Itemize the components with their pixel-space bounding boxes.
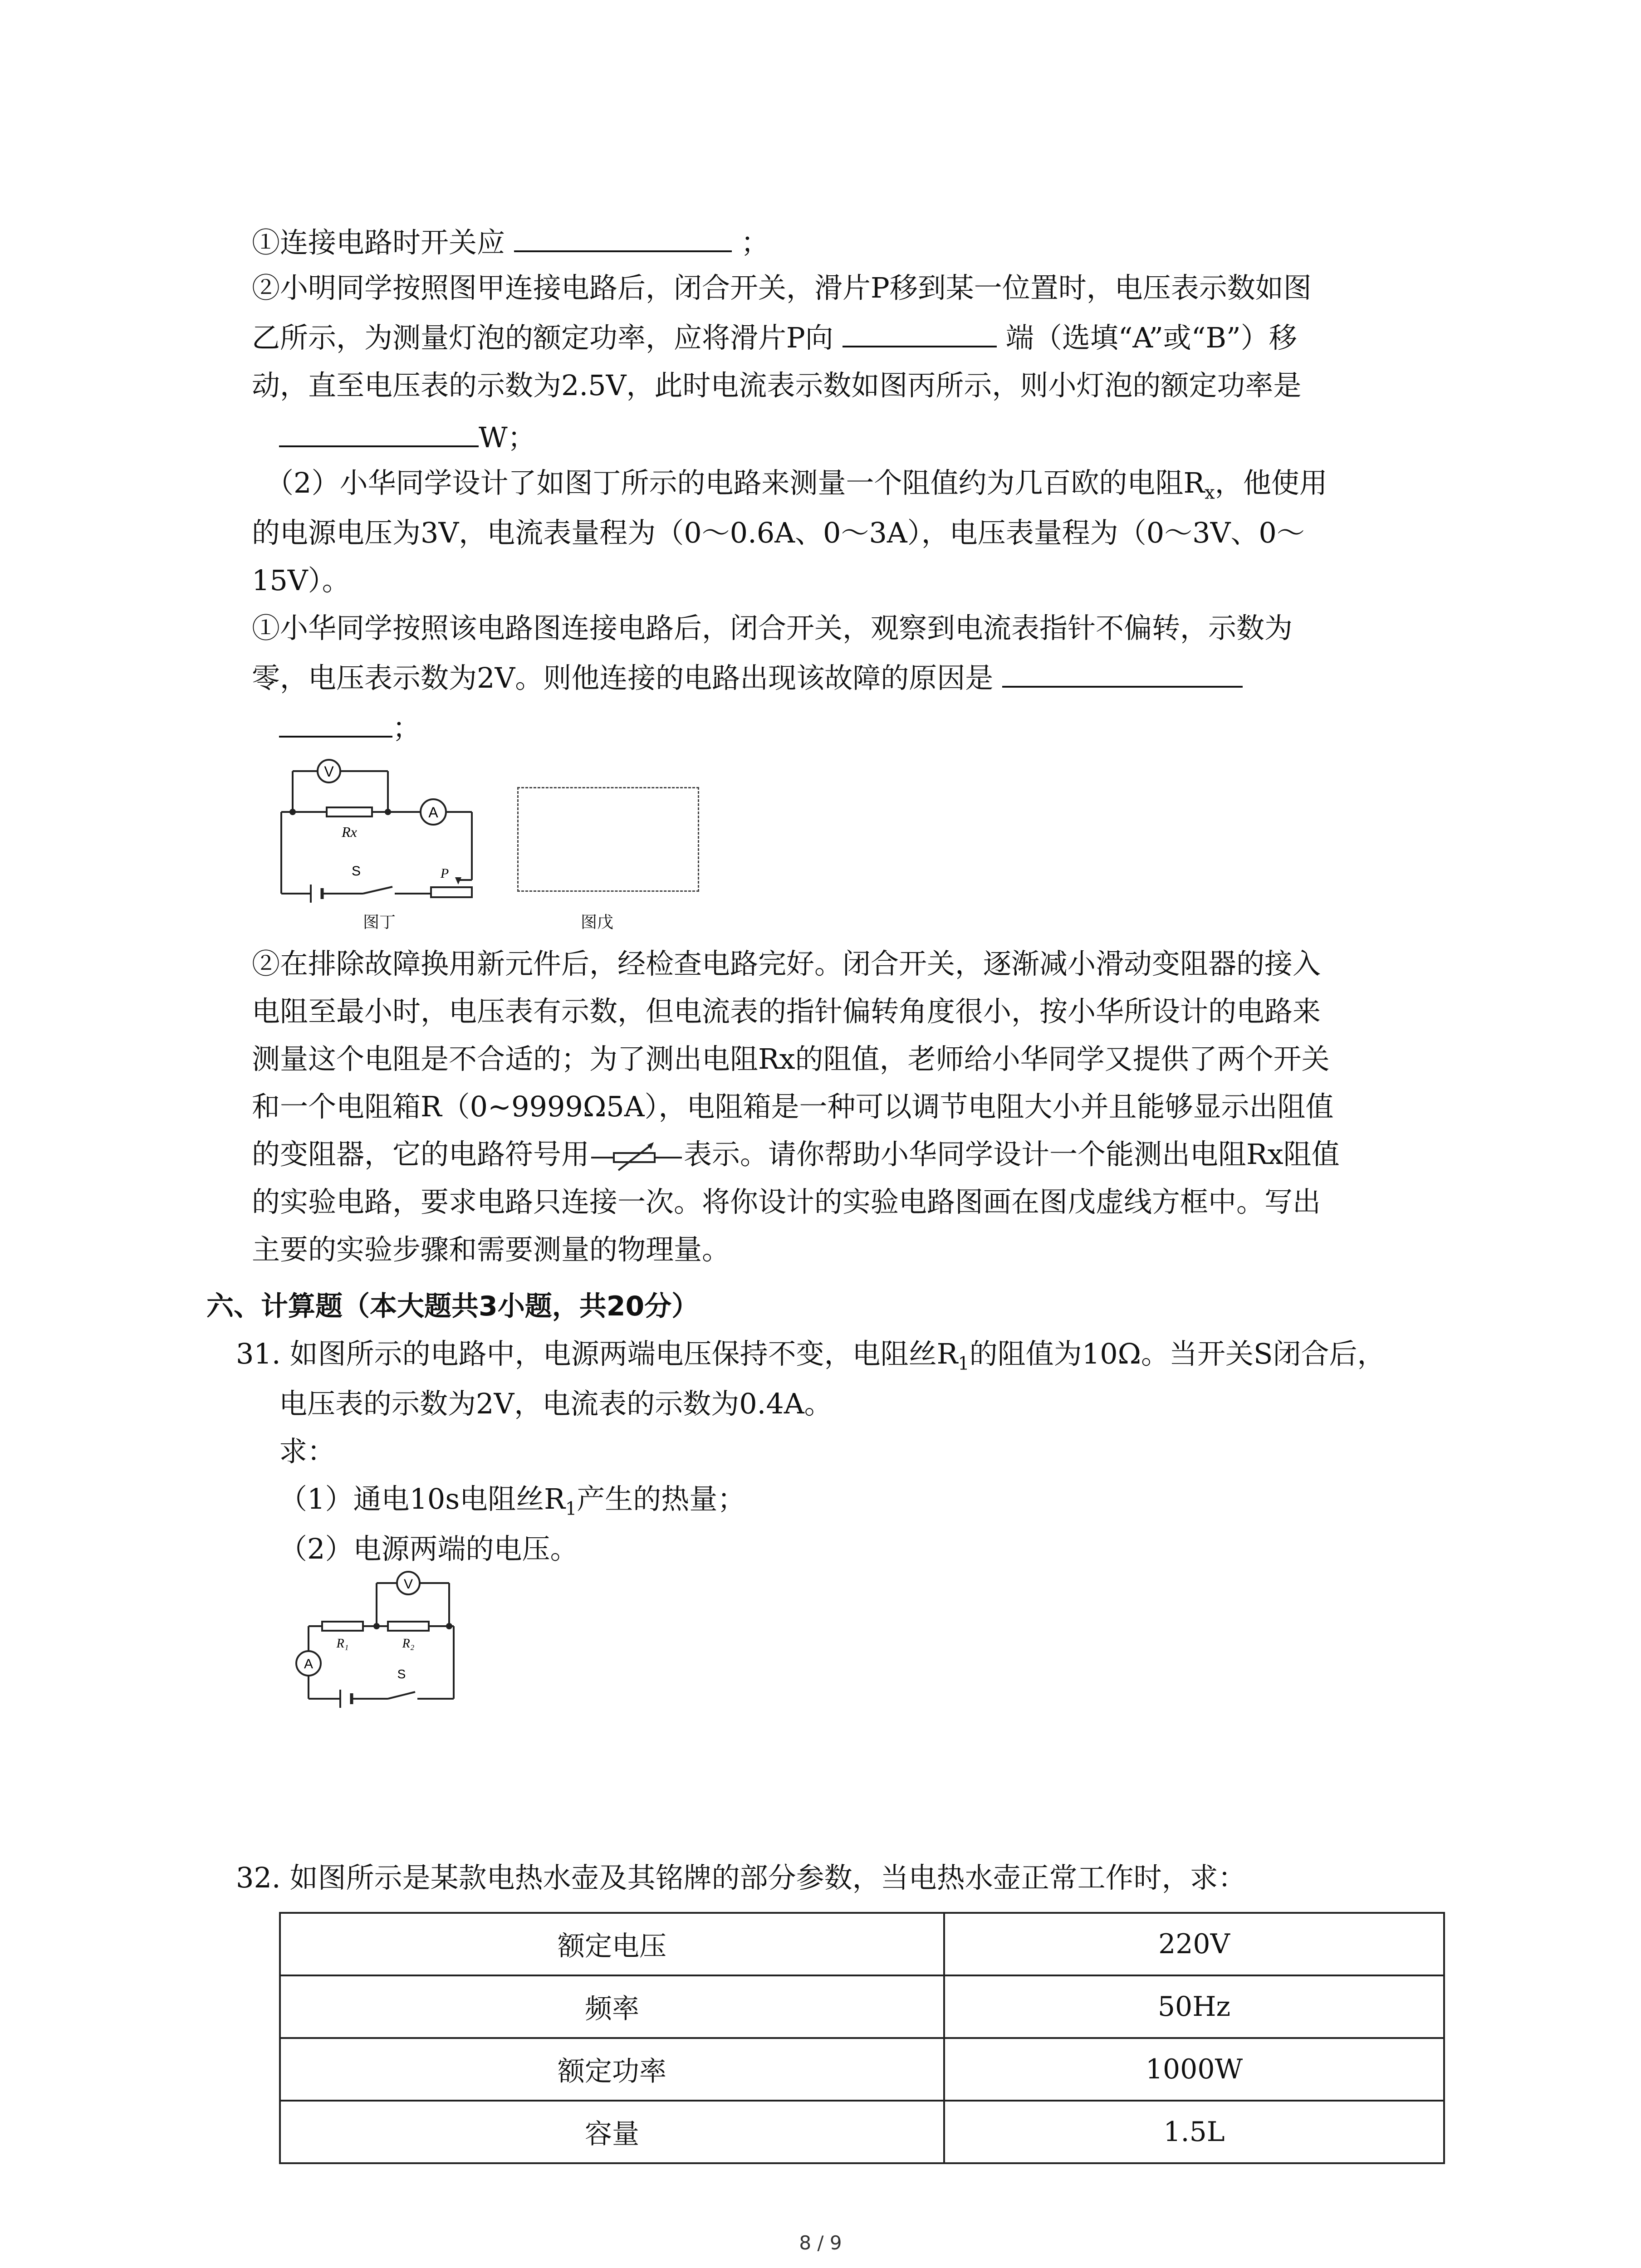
page-number: 8 / 9 (799, 2232, 842, 2254)
answer-blank[interactable] (279, 708, 392, 738)
q31-text: 如图所示的电路中，电源两端电压保持不变，电阻丝R (289, 1337, 958, 1370)
q30-design-line-5 (252, 1136, 1340, 1175)
q30-line-1 (252, 222, 769, 261)
q30-fault-line-3 (279, 708, 421, 746)
q30-symbol-text: 表示。请你帮助小华同学设计一个能测出电阻Rx阻值 (684, 1138, 1340, 1171)
q30-line-3 (252, 318, 1297, 356)
table-row (280, 2038, 1444, 2101)
table-cell-value: 1000W (944, 2038, 1444, 2101)
q30-line-4: 动，直至电压表的示数为2.5V，此时电流表示数如图丙所示，则小灯泡的额定功率是 (252, 369, 1302, 402)
q30-part2-text: （2）小华同学设计了如图丁所示的电路来测量一个阻值约为几百欧的电阻R (265, 466, 1205, 499)
answer-blank[interactable] (843, 318, 997, 347)
q31-text-end: 的阻值为10Ω。当开关S闭合后， (969, 1337, 1386, 1370)
q30-part2-line-3: 15V）。 (252, 564, 350, 597)
r2-label: R₂ (402, 1637, 415, 1651)
q31-line-1 (236, 1336, 1386, 1382)
q32-line-1 (236, 1860, 1246, 1896)
q30-line-5 (279, 417, 536, 456)
section-title: 六、计算题（本大题共3小题，共20分） (206, 1290, 699, 1322)
switch-label: S (397, 1667, 406, 1681)
subscript: 1 (565, 1498, 577, 1520)
answer-box-fig-wu[interactable] (517, 787, 699, 892)
q30-part2-line-1 (265, 465, 1327, 511)
q30-watt-unit: W； (479, 421, 536, 454)
resistance-box-symbol (591, 1139, 682, 1175)
q30-switch-prompt: ①连接电路时开关应 (252, 226, 505, 259)
q30-part2-line-2: 的电源电压为3V，电流表量程为（0～0.6A、0～3A），电压表量程为（0～3V、0～ (252, 516, 1305, 549)
q30-semicolon: ； (392, 711, 421, 744)
q30-design-line-7: 主要的实验步骤和需要测量的物理量。 (252, 1233, 730, 1266)
table-cell-label: 额定功率 (280, 2038, 944, 2101)
question-number: 32. (236, 1861, 281, 1894)
slider-p-label: P (440, 866, 449, 881)
q31-line-5: （2）电源两端的电压。 (279, 1532, 578, 1565)
subscript: x (1205, 482, 1215, 503)
q30-symbol-prompt: 的变阻器，它的电路符号用 (252, 1138, 590, 1171)
table-cell-label: 容量 (280, 2101, 944, 2163)
q31-sub-question-1-end: 产生的热量； (577, 1482, 746, 1515)
ammeter-label: A (428, 804, 438, 821)
q30-fault-line-2 (252, 658, 1243, 696)
table-row (280, 1975, 1444, 2038)
table-cell-value: 1.5L (944, 2101, 1444, 2163)
r1-label: R₁ (336, 1637, 349, 1651)
table-cell-value: 220V (944, 1913, 1444, 1975)
q30-design-line-6: 的实验电路，要求电路只连接一次。将你设计的实验电路图画在图戊虚线方框中。写出 (252, 1185, 1321, 1218)
answer-blank[interactable] (279, 417, 479, 447)
q31-line-2: 电压表的示数为2V，电流表的示数为0.4A。 (279, 1387, 833, 1420)
q30-fault-line-1: ①小华同学按照该电路图连接电路后，闭合开关，观察到电流表指针不偏转，示数为 (252, 611, 1293, 645)
voltmeter-label: V (324, 763, 334, 780)
nameplate-table (279, 1912, 1445, 2164)
rx-label: Rx (342, 824, 357, 840)
caption-fig-ding: 图丁 (363, 913, 396, 932)
q31-line-3: 求： (279, 1435, 336, 1468)
q30-end-choice: 端（选填“A”或“B”）移 (1005, 321, 1297, 354)
q30-design-line-2: 电阻至最小时，电压表有示数，但电流表的指针偏转角度很小，按小华所设计的电路来 (252, 995, 1321, 1028)
switch-label: S (351, 864, 361, 879)
q30-design-line-3: 测量这个电阻是不合适的；为了测出电阻Rx的阻值，老师给小华同学又提供了两个开关 (252, 1042, 1330, 1075)
question-number: 31. (236, 1337, 281, 1370)
table-cell-label: 额定电压 (280, 1913, 944, 1975)
caption-fig-wu: 图戊 (581, 913, 614, 932)
table-cell-value: 50Hz (944, 1975, 1444, 2038)
table-cell-label: 频率 (280, 1975, 944, 2038)
subscript: 1 (958, 1353, 970, 1374)
ammeter-label: A (304, 1657, 314, 1672)
q32-text: 如图所示是某款电热水壶及其铭牌的部分参数，当电热水壶正常工作时，求： (289, 1861, 1246, 1894)
answer-blank[interactable] (514, 222, 732, 252)
voltmeter-label: V (403, 1577, 413, 1592)
q30-design-line-1: ②在排除故障换用新元件后，经检查电路完好。闭合开关，逐渐减小滑动变阻器的接入 (252, 947, 1321, 980)
table-row (280, 1913, 1444, 1975)
q30-part2-text-end: ，他使用 (1215, 466, 1327, 499)
q31-line-4 (279, 1481, 745, 1527)
q30-slider-prompt: 乙所示，为测量灯泡的额定功率，应将滑片P向 (252, 321, 833, 354)
circuit-diagram-q31 (281, 1569, 472, 1710)
circuit-diagram-ding (272, 744, 490, 907)
answer-blank[interactable] (1002, 658, 1243, 688)
q31-sub-question-1: （1）通电10s电阻丝R (279, 1482, 565, 1515)
table-row (280, 2101, 1444, 2163)
q30-line-2: ②小明同学按照图甲连接电路后，闭合开关，滑片P移到某一位置时，电压表示数如图 (252, 271, 1312, 304)
q30-design-line-4: 和一个电阻箱R（0~9999Ω5A），电阻箱是一种可以调节电阻大小并且能够显示出阻值 (252, 1090, 1334, 1123)
q30-semicolon: ； (741, 226, 769, 259)
q30-fault-prompt: 零，电压表示数为2V。则他连接的电路出现该故障的原因是 (252, 661, 994, 694)
